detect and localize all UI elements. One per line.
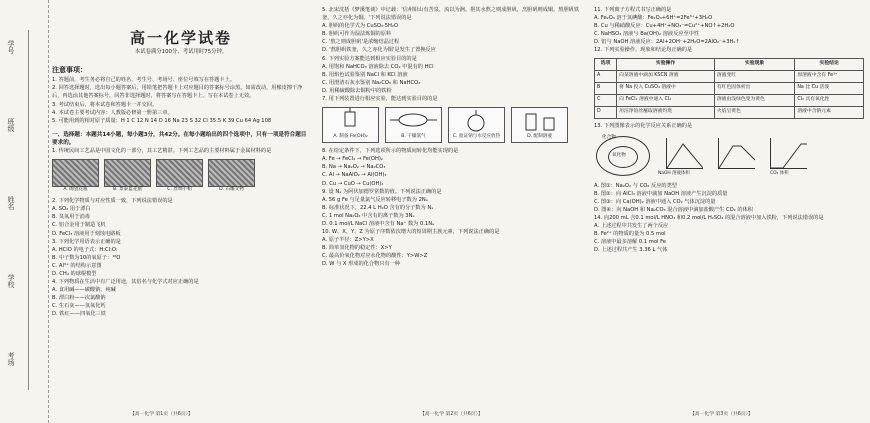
page-footer: 【高一化学 第1页（共6页）】 (130, 412, 193, 417)
q9-option: C. 1 mol Na₂O₂ 中含有的离子数为 3Nₐ (322, 212, 415, 219)
graph-2 (666, 138, 703, 169)
question-9: 9. 设 Nₐ 为阿伏加德罗常数的值。下列说法正确的是 (322, 188, 442, 195)
q14-option: D. 上述过程共产生 3.36 L 气体 (594, 247, 668, 254)
question-14: 14. 向200 mL 含0.1 mol/L HNO₃ 和0.2 mol/L H₂SO₄ 的混合溶液中加入铁粉，下列说法错误的是 (594, 215, 824, 222)
q4-option: C. 生石灰——氢氧化钙 (52, 303, 106, 310)
notice-item: 5. 可能用到的相对原子质量：H 1 C 12 N 14 O 16 Na 23 S 32 Cl 35.5 K 39 Cu 64 Ag 108 (52, 117, 272, 124)
q6-option: A. 用饱和 NaHCO₃ 溶液除去 CO₂ 中混有的 HCl (322, 63, 434, 70)
section-1-heading: 一、选择题：本题共14小题，每小题3分，共42分。在每小题给出的四个选项中，只有一项是符合题目要求的。 (52, 131, 307, 146)
question-13: 13. 下列图像表示的化学反应关系正确的是 (594, 122, 693, 129)
q3-option: A. HClO 的电子式：H:Cl:O: (52, 246, 118, 253)
q14-option: B. Fe²⁺ 的物质的量为 0.5 mol (594, 231, 666, 238)
cloisonne-image: B. 景泰蓝花瓶 (104, 159, 151, 187)
question-2: 2. 下列化学物质与对应性质一致，下列说法错误的是 (52, 198, 173, 205)
q2-option: A. SO₂ 用于漂白 (52, 206, 91, 213)
q14-option: C. 溶液中最多溶解 0.1 mol Fe (594, 239, 666, 246)
question-10: 10. W、X、Y、Z 为原子序数依次增大的短周期主族元素，下列说法正确的是 (322, 229, 500, 236)
notice-item: 4. 本试卷主要考试内容：人教版必修第一册第三章。 (52, 109, 173, 116)
notice-item: 3. 考试结束后，将本试卷和答题卡一并交回。 (52, 101, 158, 108)
q13-option: B. 图②：向 AlCl₃ 溶液中滴加 NaOH 溶液产生沉淀的质量 (594, 190, 728, 197)
q10-option: D. W 与 X 形成的化合物只有一种 (322, 261, 400, 268)
q5-option: C. '熬之则成胆矾'是浓缩结晶过程 (322, 39, 400, 46)
beaker-icon (512, 108, 567, 134)
table-row: B 将 Na 投入 CuSO₄ 溶液中 有红色固体析出 Na 比 Cu 活泼 (595, 82, 864, 94)
column-1 (52, 6, 310, 411)
question-4: 4. 下列物质在生活中有广泛用途，其俗名与化学式对应正确的是 (52, 279, 199, 286)
question-5: 5. 北宋沈括《梦溪笔谈》中记载：'信州铅山有苦泉，流以为涧。挹其水熬之则成胆矾，烹胆矾则成铜。熬胆矾铁釜，久之亦化为铜。'下列说法错误的是 (322, 7, 580, 22)
q3-option: B. 中子数为10的氧原子：¹⁸O (52, 254, 121, 261)
notice-heading: 注意事项： (52, 66, 87, 75)
q14-option: A. 上述过程中共发生了两个反应 (594, 223, 669, 230)
apparatus-b: B. 干燥氯气 (385, 107, 442, 143)
drying-tube-icon (386, 108, 441, 134)
q2-option: B. 臭氧用于消毒 (52, 214, 90, 221)
vase-image: A. 陶瓷花瓶 (52, 159, 99, 187)
binding-label-school: 学校 (7, 274, 15, 288)
q6-option: B. 用焰色试验鉴别 NaCl 和 KCl 溶液 (322, 71, 408, 78)
q5-option: D. '熬胆矾铁釜，久之亦化为铜'是发生了置换反应 (322, 47, 436, 54)
axis-label-naoh: NaOH 溶液体积 (658, 170, 690, 176)
graph-4 (770, 138, 807, 169)
question-7: 7. 用下列装置进行相应实验，能达到实验目的的是 (322, 96, 438, 103)
binding-label-student-id: 学号 (7, 40, 15, 54)
q9-option: D. 0.1 mol/L NaCl 溶液中含有 Na⁺ 数为 0.1Nₐ (322, 220, 435, 227)
column-2 (322, 6, 584, 411)
q12-table (594, 58, 864, 119)
silk-image: C. 丝绸手帕 (156, 159, 203, 187)
curve-icon (667, 138, 703, 168)
q4-option: A. 食用碱——碳酸钠、纯碱 (52, 287, 116, 294)
q2-option: C. 铝合金用于制造飞机 (52, 222, 106, 229)
question-11: 11. 下列离子方程式书写正确的是 (594, 7, 672, 13)
q6-option: D. 用稀硫酸除去铜粉中的铁粉 (322, 87, 392, 94)
q10-option: B. 简单氢化物的稳定性：X>Y (322, 245, 392, 252)
page-footer: 【高一化学 第2页（共6页）】 (420, 412, 483, 417)
apparatus-a: A. 制备 Fe(OH)₂ (322, 107, 379, 143)
q4-option: B. 漂白粉——次氯酸钠 (52, 295, 106, 302)
q3-option: D. CH₄ 的球棍模型 (52, 270, 97, 277)
q13-figures (594, 134, 864, 178)
q7-apparatus (322, 107, 584, 143)
question-12: 12. 下列实验操作、现象和结论均正确的是 (594, 47, 693, 54)
q13-option: D. 图④：向 NaOH 和 Na₂CO₃ 混合溶液中滴加盐酸产生 CO₂ 的体积 (594, 206, 753, 213)
q11-option: B. Cu 与稀硝酸反应：Cu+4H⁺+NO₃⁻=Cu²⁺+NO↑+2H₂O (594, 23, 735, 30)
table-row: A 向某溶液中滴加 KSCN 溶液 溶液变红 原溶液中含有 Fe³⁺ (595, 70, 864, 82)
notice-item: 2. 回答选择题时，选出每小题答案后，用铅笔把答题卡上对应题目的答案标号涂黑。如需改动，用橡皮擦干净后，再选涂其他答案标号。回答非选择题时，将答案写在答题卡上。写在本试卷上无效。 (52, 85, 303, 100)
binding-label-name: 姓名 (7, 196, 15, 210)
q13-option: A. 图①：Na₂O₂ 与 CO₂ 反应的类型 (594, 182, 677, 189)
venn-label-oxide: 氧化物 (612, 152, 626, 158)
q3-option: C. Al³⁺ 的结构示意图 (52, 262, 102, 269)
exam-subtitle: 本试卷满分100分，考试用时75分钟。 (134, 49, 228, 56)
axis-label-co2: CO₂ 体积 (770, 170, 789, 176)
table-header-row: 选项 实验操作 实验现象 实验结论 (595, 58, 864, 70)
binding-line (28, 30, 29, 390)
apparatus-d: D. 配制溶液 (511, 107, 568, 143)
q13-option: C. 图③：向 Ca(OH)₂ 溶液中通入 CO₂ 气体沉淀的量 (594, 198, 716, 205)
q8-option: B. Na → Na₂O₂ → Na₂CO₃ (322, 164, 386, 171)
page-footer: 【高一化学 第3页（共6页）】 (690, 412, 753, 417)
q8-option: A. Fe → FeCl₂ → Fe(OH)₂ (322, 156, 383, 163)
curve-icon (719, 138, 755, 168)
graph-3 (718, 138, 755, 169)
flask-icon (449, 108, 504, 134)
binding-label-room: 考场 (7, 352, 15, 366)
q9-option: A. 56 g Fe 与足量氯气反应转移电子数为 2Nₐ (322, 196, 428, 203)
apparatus-c: C. 验证钠与水反应放热 (448, 107, 505, 143)
question-8: 8. 在给定条件下，下列选项所示的物质间转化均能实现的是 (322, 148, 459, 155)
q11-option: D. 铝与 NaOH 溶液反应：2Al+2OH⁻+2H₂O=2AlO₂⁻+3H₂↑ (594, 39, 740, 46)
q2-option: D. FeCl₃ 溶液用于刻蚀电路板 (52, 230, 121, 237)
table-row: D 用洁净铂丝蘸取溶液灼烧 火焰呈黄色 溶液中含钠元素 (595, 106, 864, 118)
venn-label-compound: 化合物 (602, 134, 616, 140)
binding-label-class: 班级 (7, 118, 15, 132)
q5-option: A. 胆矾的化学式为 CuSO₄·5H₂O (322, 23, 399, 30)
column-3 (594, 6, 864, 411)
notice-item: 1. 答题前，考生务必将自己的姓名、考生号、考场号、座位号填写在答题卡上。 (52, 77, 235, 84)
q11-option: C. NaHSO₄ 溶液与 Ba(OH)₂ 溶液反应至中性 (594, 31, 700, 38)
q4-option: D. 铁红——四氧化三铁 (52, 311, 106, 318)
q11-option: A. Fe₂O₃ 溶于氢碘酸：Fe₂O₃+6H⁺=2Fe³⁺+3H₂O (594, 15, 713, 22)
q8-option: C. Al → NaAlO₂ → Al(OH)₃ (322, 172, 387, 179)
question-3: 3. 下列化学用语表示正确的是 (52, 238, 121, 245)
exam-title: 高一化学试卷 (129, 29, 232, 47)
q8-option: D. Cu → CuO → Cu(OH)₂ (322, 180, 384, 187)
q10-option: A. 原子半径：Z>Y>X (322, 237, 374, 244)
question-1: 1. 传统民间工艺品是中国文化的一部分，其工艺精湛。下列工艺品的主要材料属于金属材料的是 (52, 148, 272, 155)
q10-option: C. 最高价氧化物对应水化物的酸性：Y>W>Z (322, 253, 428, 260)
curve-icon (771, 138, 807, 168)
q1-images (52, 159, 310, 193)
question-6: 6. 下列实验方案能达到相应实验目的的是 (322, 55, 417, 62)
q9-option: B. 标准状况下，22.4 L H₂O 含有的分子数为 Nₐ (322, 204, 434, 211)
q6-option: C. 用澄清石灰水鉴别 Na₂CO₃ 和 NaHCO₃ (322, 79, 421, 86)
stone-image: D. 石雕文物 (208, 159, 255, 187)
table-row: C 向 FeCl₂ 溶液中通入 Cl₂ 溶液由浅绿色变为黄色 Cl₂ 具有氧化性 (595, 94, 864, 106)
q5-option: B. 胆矾可作为湿法炼铜的原料 (322, 31, 392, 38)
flask-icon (323, 108, 378, 134)
binding-margin (0, 0, 49, 423)
